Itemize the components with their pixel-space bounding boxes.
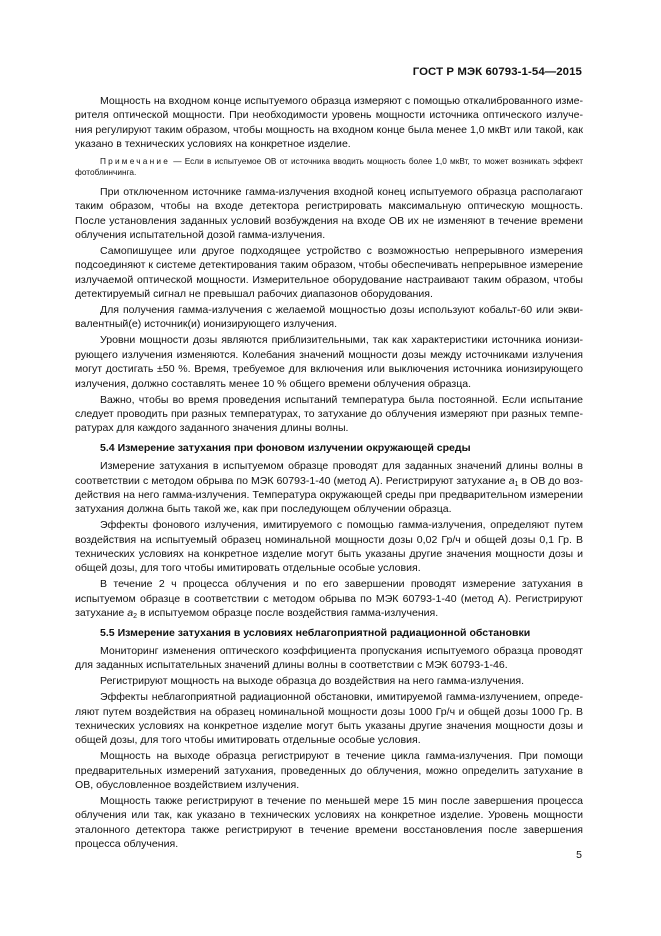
paragraph-output-power: Мощность на выходе образца регистрируют в течение цикла гамма-излучения. При помощи предварительных измерений затухания, проведенных до облучения, можно определить затухание в ОВ, обусловленное воздействием излучения. bbox=[75, 750, 583, 792]
section-5-4-title: 5.4 Измерение затухания при фоновом излучении окружающей среды bbox=[100, 441, 471, 454]
page-number: 5 bbox=[576, 849, 582, 861]
paragraph-attenuation-a1 bbox=[75, 459, 583, 517]
a2-variable: a bbox=[127, 607, 134, 620]
paragraph-temperature: Важно, чтобы во время проведения испытаний температура была постоянной. Если испытание следует проводить при разных температурах, то затухание до облучения измеряют при разных температурах для каждого заданного значения длины волны. bbox=[75, 393, 583, 435]
paragraph-attenuation-a2 bbox=[75, 577, 583, 620]
paragraph-register-output: Регистрируют мощность на выходе образца до воздействия на него гамма-излучения. bbox=[100, 675, 525, 688]
p7-text-end: в ОВ до воздействия на него гамма-излучения. Температура окружающей среды при предварительном измерении затухания должна быть такой же, как при последующем облучении образца. bbox=[75, 474, 584, 516]
paragraph-adverse-effects: Эффекты неблагоприятной радиационной обстановки, имитируемой гамма-излучением, определяют путем воздействия на образец номинальной мощности дозы 1000 Гр/ч и общей дозы 1000 Гр. В технических условиях на конкретное изделие могут быть указаны другие значения мощности дозы и общей дозы, для того чтобы имитировать отдельные особые условия. bbox=[75, 691, 583, 747]
p9-text-end: в испытуемом образце после воздействия гамма-излучения. bbox=[137, 607, 439, 620]
note-text: — Если в испытуемое ОВ от источника вводить мощность более 1,0 мкВт, то может возникать эффект фотоблинчинга. bbox=[75, 155, 583, 178]
paragraph-recorder: Самопишущее или другое подходящее устройство с возможностью непрерывного измерения подсоединяют к системе детектирования таким образом, чтобы обеспечивать непрерывное измерение излучаемой оптической мощности. Измерительное оборудование настраивают таким образом, чтобы детектируемый сигнал не превышал рабочих диапазонов оборудования. bbox=[75, 244, 584, 301]
paragraph-recovery: Мощность также регистрируют в течение по меньшей мере 15 мин после завершения процесса облучения или так, как указано в технических условиях на конкретное изделие. Уровень мощности эталонного детектора также регистрируют в течение времени восстановления после завершения процесса облучения. bbox=[75, 795, 583, 851]
paragraph-source-off: При отключенном источнике гамма-излучения входной конец испытуемого образца располагают таким образом, чтобы на входе детектора регистрировать максимальную оптическую мощность. После установления заданных условий возбуждения на входе ОВ их не изменяют в течение времени облучения испытательной дозой гамма-излучения. bbox=[75, 185, 583, 242]
note-label: Примечание bbox=[100, 155, 171, 166]
section-5-5-title: 5.5 Измерение затухания в условиях неблагоприятной радиационной обстановки bbox=[100, 626, 531, 639]
a2-subscript: 2 bbox=[133, 613, 138, 621]
a1-subscript: 1 bbox=[514, 480, 519, 488]
document-code-header: ГОСТ Р МЭК 60793-1-54—2015 bbox=[412, 66, 582, 78]
note bbox=[75, 156, 583, 179]
p9-text-start: В течение 2 ч процесса облучения и по его завершении проводят измерение затухания в испытуемом образце в соответствии с методом обрыва по МЭК 60793-1-40 (метод А). Регистрируют затухание bbox=[75, 578, 583, 620]
paragraph-background-effects: Эффекты фонового излучения, имитируемого с помощью гамма-излучения, определяют путем воздействия на испытуемый образец номинальной мощности дозы 0,02 Гр/ч и общей дозы 0,1 Гр. В технических условиях на конкретное изделие могут быть указаны другие значения мощности дозы и общей дозы, для того чтобы имитировать отдельные особые условия. bbox=[75, 519, 583, 575]
p7-text-start: Измерение затухания в испытуемом образце проводят для заданных значений длины волны в соответствии с методом обрыва по МЭК 60793-1-40 (метод А). Регистрируют затухание bbox=[75, 460, 583, 487]
paragraph-dose-levels: Уровни мощности дозы являются приблизительными, так как характеристики источника ионизирующего излучения изменяются. Колебания значений мощности дозы между источниками излучения могут достигать ±50 %. Время, требуемое для включения или выключения источника ионизирующего излучения, должно составлять менее 10 % общего времени облучения образца. bbox=[75, 334, 583, 390]
paragraph-input-power: Мощность на входном конце испытуемого образца измеряют с помощью откалиброванного измерителя оптической мощности. При необходимости уровень мощности источника оптического излучения регулируют таким образом, чтобы мощность на входном конце была менее 1,0 мкВт или такой, как указано в технических условиях на конкретное изделие. bbox=[75, 95, 583, 151]
paragraph-monitoring: Мониторинг изменения оптического коэффициента пропускания испытуемого образца проводят для заданных испытательных значений длины волны в соответствии с МЭК 60793-1-46. bbox=[75, 645, 583, 672]
a1-variable: a bbox=[508, 474, 515, 487]
paragraph-cobalt: Для получения гамма-излучения с желаемой мощностью дозы используют кобальт-60 или эквивалентный(е) источник(и) ионизирующего излучения. bbox=[75, 304, 583, 331]
document-body bbox=[75, 94, 583, 853]
